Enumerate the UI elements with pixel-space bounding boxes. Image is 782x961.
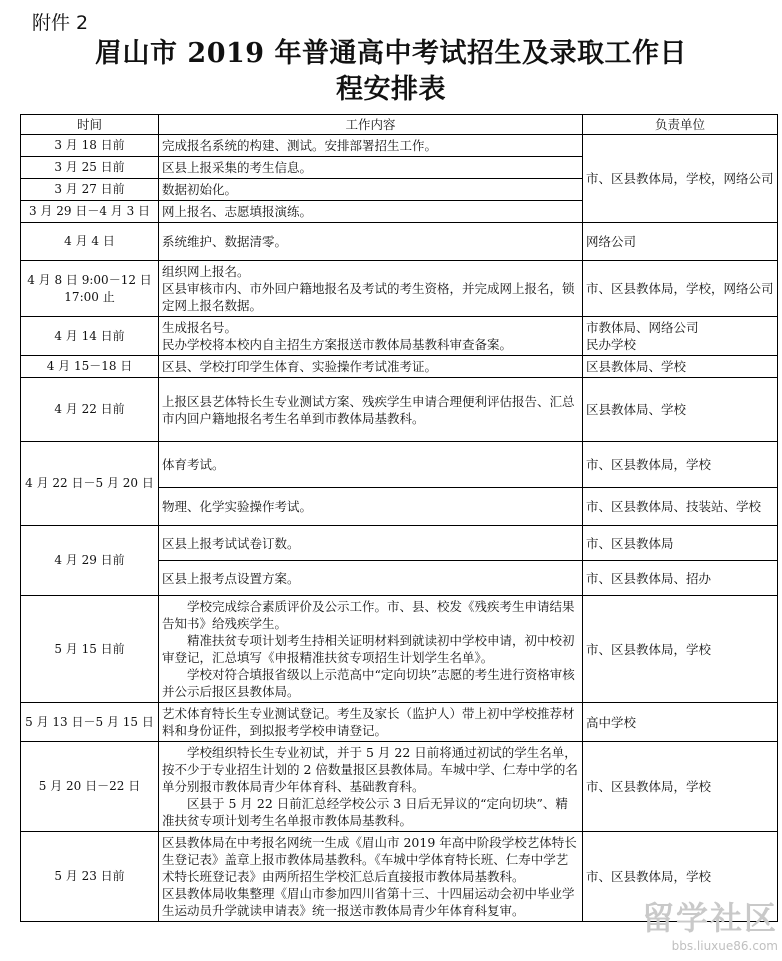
work-cell — [159, 832, 583, 922]
work-paragraph: 区县于 5 月 22 日前汇总经学校公示 3 日后无异议的“定向切块”、精准扶贫专项计划考生名单报市教体局基教科。 — [162, 796, 568, 828]
header-work: 工作内容 — [159, 115, 583, 135]
unit-line: 市教体局、网络公司 — [586, 320, 699, 335]
unit-cell: 市、区县教体局，学校，网络公司 — [583, 261, 778, 317]
work-cell: 区县上报考试试卷订数。 — [159, 526, 583, 561]
time-cell: 4 月 29 日前 — [21, 526, 159, 596]
work-paragraph: 学校完成综合素质评价及公示工作。市、县、校发《残疾考生申请结果告知书》给残疾学生。 — [162, 599, 575, 631]
time-cell: 4 月 22 日－5 月 20 日 — [21, 442, 159, 526]
time-cell: 4 月 4 日 — [21, 223, 159, 261]
work-paragraph: 生成报名号。 — [162, 320, 238, 335]
unit-cell: 市、区县教体局、招办 — [583, 561, 778, 596]
header-unit: 负责单位 — [583, 115, 778, 135]
table-row — [21, 261, 778, 317]
time-cell: 5 月 20 日－22 日 — [21, 742, 159, 832]
work-paragraph: 区县教体局收集整理《眉山市参加四川省第十三、十四届运动会初中毕业学生运动员升学就读申请表》统一报送市教体局青少年体育科复审。 — [162, 886, 575, 918]
work-cell: 数据初始化。 — [159, 179, 583, 201]
unit-line: 民办学校 — [586, 337, 637, 352]
work-paragraph: 精准扶贫专项计划考生持相关证明材料到就读初中学校申请，初中校初审登记，汇总填写《申报精准扶贫专项招生计划学生名单》。 — [162, 633, 575, 665]
time-cell: 5 月 13 日－5 月 15 日 — [21, 703, 159, 742]
time-cell: 3 月 27 日前 — [21, 179, 159, 201]
schedule-table — [20, 114, 778, 922]
time-cell: 4 月 8 日 9:00－12 日 17:00 止 — [21, 261, 159, 317]
table-row — [21, 442, 778, 488]
time-cell: 5 月 23 日前 — [21, 832, 159, 922]
time-cell: 5 月 15 日前 — [21, 596, 159, 703]
time-cell: 4 月 14 日前 — [21, 317, 159, 356]
work-cell: 体育考试。 — [159, 442, 583, 488]
work-cell — [159, 261, 583, 317]
table-row — [21, 596, 778, 703]
table-row — [21, 526, 778, 561]
work-paragraph: 学校组织特长生专业初试，并于 5 月 22 日前将通过初试的学生名单，按不少于专业招生计划的 2 倍数量报区县教体局。车城中学、仁寿中学的名单分别报市教体局青少年体育科、基础教育科。 — [162, 745, 578, 794]
work-cell — [159, 317, 583, 356]
work-paragraph: 区县教体局在中考报名网统一生成《眉山市 2019 年高中阶段学校艺体特长生登记表》盖章上报市教体局基教科。《车城中学体育特长班、仁寿中学艺术特长班登记表》由两所招生学校汇总后直接报市教体局基教科。 — [162, 835, 577, 884]
table-row — [21, 378, 778, 442]
watermark-brand: 留学社区 — [641, 899, 778, 937]
work-cell — [159, 742, 583, 832]
unit-cell: 区县教体局、学校 — [583, 356, 778, 378]
title-line-1: 眉山市 2019 年普通高中考试招生及录取工作日 — [95, 38, 687, 69]
unit-cell: 市、区县教体局，学校 — [583, 832, 778, 922]
work-paragraph: 组织网上报名。 — [162, 264, 250, 279]
time-cell: 4 月 15－18 日 — [21, 356, 159, 378]
time-cell: 3 月 18 日前 — [21, 135, 159, 157]
time-cell: 3 月 29 日－4 月 3 日 — [21, 201, 159, 223]
work-cell: 区县上报考点设置方案。 — [159, 561, 583, 596]
unit-cell: 区县教体局、学校 — [583, 378, 778, 442]
watermark-url: bbs.liuxue86.com — [671, 939, 778, 953]
header-time: 时间 — [21, 115, 159, 135]
title-line-2: 程安排表 — [336, 74, 446, 105]
work-cell: 艺术体育特长生专业测试登记。考生及家长（监护人）带上初中学校推荐材料和身份证件，到拟报考学校申请登记。 — [159, 703, 583, 742]
time-cell: 4 月 22 日前 — [21, 378, 159, 442]
work-cell: 上报区县艺体特长生专业测试方案、残疾学生申请合理便利评估报告、汇总市内回户籍地报名考生名单到市教体局基教科。 — [159, 378, 583, 442]
unit-cell: 高中学校 — [583, 703, 778, 742]
site-watermark — [642, 893, 778, 953]
document-title — [0, 36, 782, 108]
work-cell — [159, 596, 583, 703]
unit-cell: 市、区县教体局，学校 — [583, 742, 778, 832]
table-row — [21, 703, 778, 742]
work-cell: 区县、学校打印学生体育、实验操作考试准考证。 — [159, 356, 583, 378]
table-row — [21, 742, 778, 832]
time-cell: 3 月 25 日前 — [21, 157, 159, 179]
attachment-label: 附件 2 — [32, 12, 89, 34]
unit-cell: 市、区县教体局、技装站、学校 — [583, 488, 778, 526]
table-row — [21, 317, 778, 356]
work-paragraph: 学校对符合填报省级以上示范高中“定向切块”志愿的考生进行资格审核并公示后报区县教体局。 — [162, 667, 575, 699]
unit-cell: 网络公司 — [583, 223, 778, 261]
unit-cell: 市、区县教体局 — [583, 526, 778, 561]
work-cell: 完成报名系统的构建、测试。安排部署招生工作。 — [159, 135, 583, 157]
work-paragraph: 区县审核市内、市外回户籍地报名及考试的考生资格，并完成网上报名，锁定网上报名数据。 — [162, 281, 575, 313]
work-paragraph: 民办学校将本校内自主招生方案报送市教体局基教科审查备案。 — [162, 337, 513, 352]
table-row — [21, 135, 778, 157]
unit-cell: 市、区县教体局，学校 — [583, 596, 778, 703]
table-row — [21, 223, 778, 261]
table-row — [21, 356, 778, 378]
unit-cell: 市、区县教体局，学校，网络公司 — [583, 135, 778, 223]
unit-cell — [583, 317, 778, 356]
work-cell: 区县上报采集的考生信息。 — [159, 157, 583, 179]
work-cell: 网上报名、志愿填报演练。 — [159, 201, 583, 223]
work-cell: 系统维护、数据清零。 — [159, 223, 583, 261]
table-header-row — [21, 115, 778, 135]
unit-cell: 市、区县教体局，学校 — [583, 442, 778, 488]
work-cell: 物理、化学实验操作考试。 — [159, 488, 583, 526]
